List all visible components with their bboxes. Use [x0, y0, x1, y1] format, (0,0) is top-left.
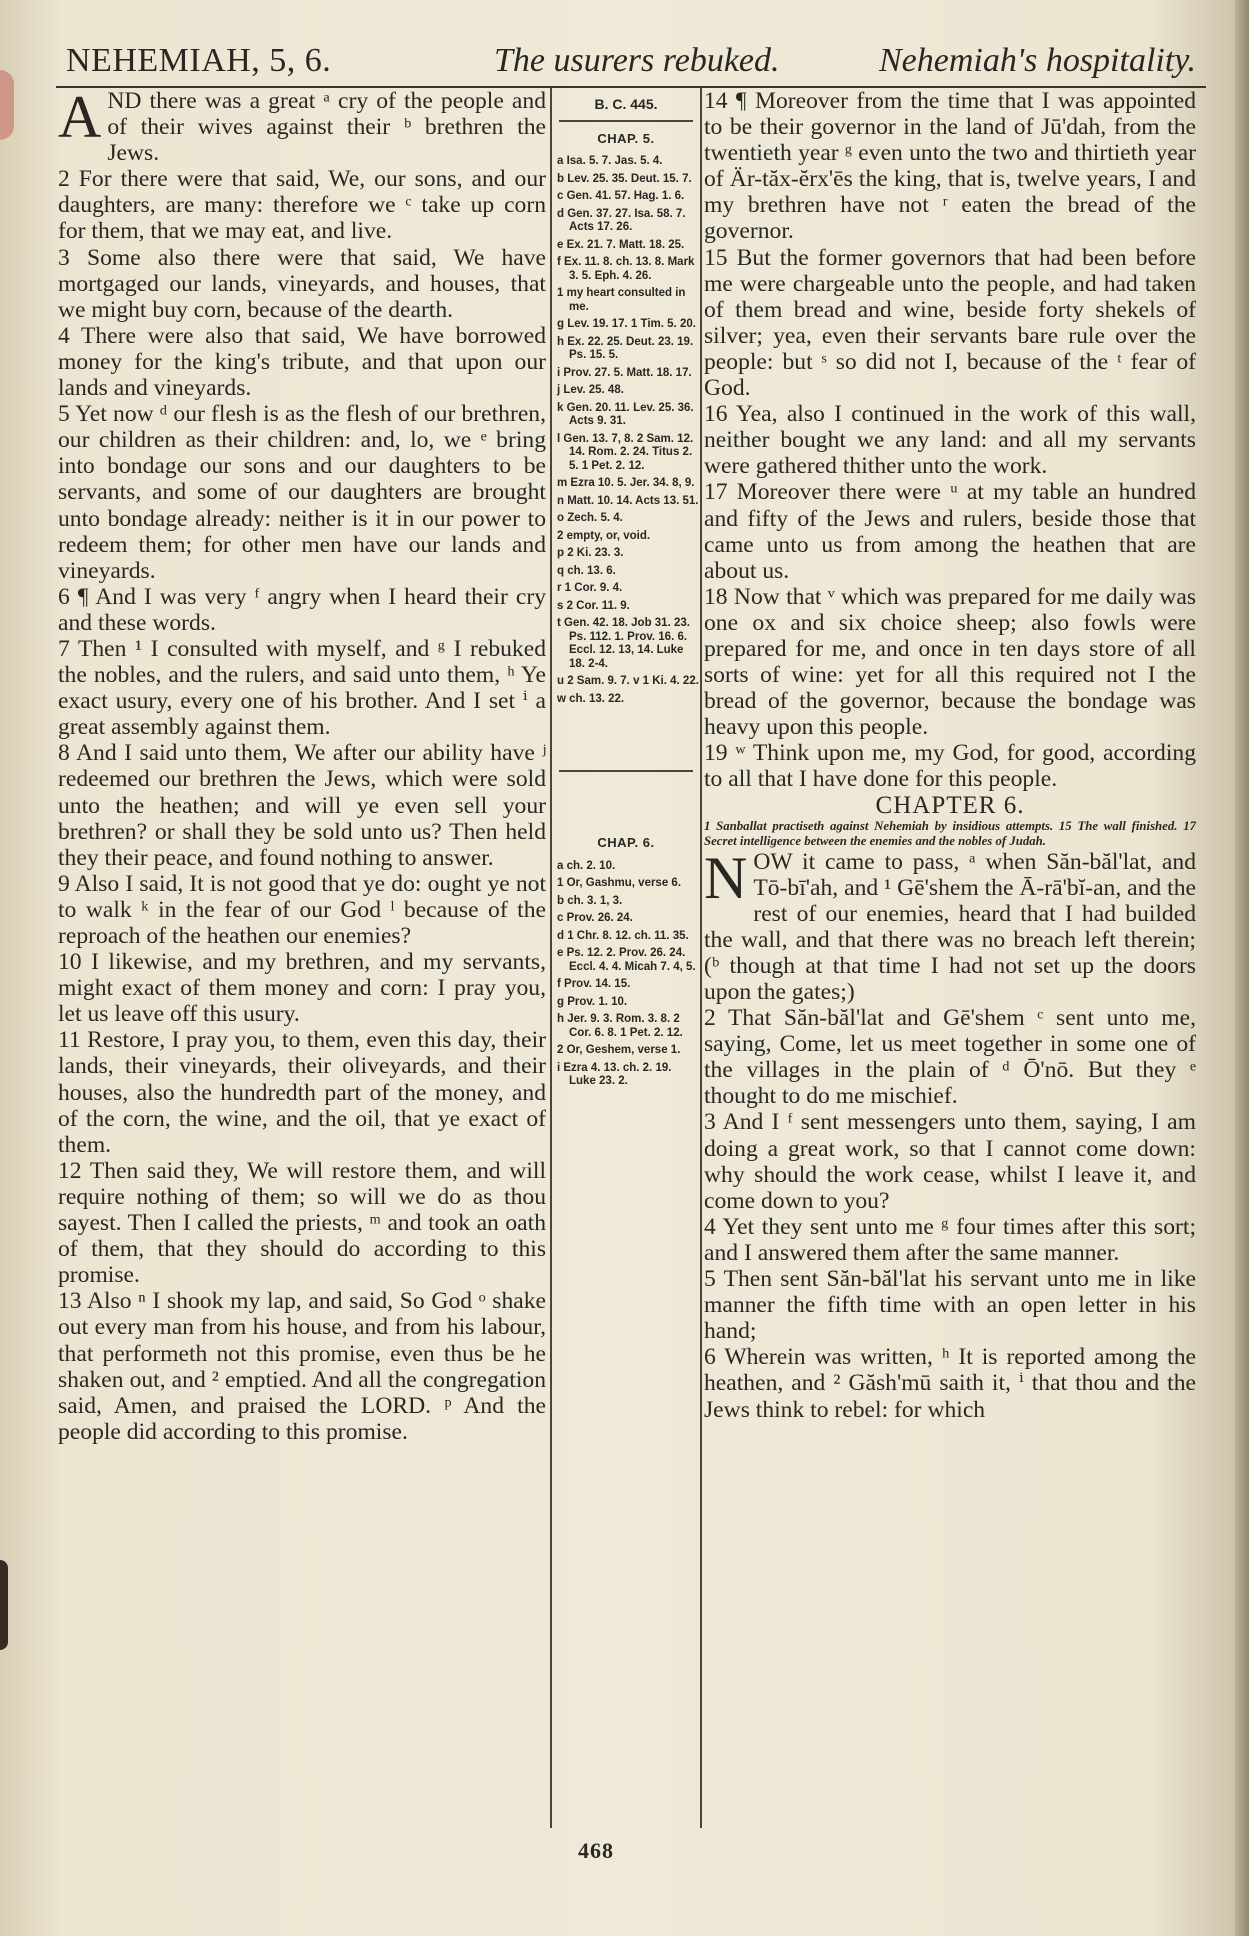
reference-item: b ch. 3. 1, 3.	[557, 894, 623, 907]
reference-item: q ch. 13. 6.	[557, 564, 616, 577]
cross-reference-column	[553, 88, 699, 1848]
left-text-column	[58, 88, 546, 1848]
chapter-6-ref-label: CHAP. 6.	[597, 835, 655, 850]
verse-1: AND there was a great ᵃ cry of the people and of their wives against their ᵇ brethren the Jews.	[58, 88, 546, 167]
ch6-verse-3: 3 And I ᶠ sent messengers unto them, saying, I am doing a great work, so that I cannot come down: why should the work cease, whilst I leave it, and come down to you?	[704, 1109, 1196, 1214]
running-header	[66, 38, 1196, 84]
reference-item: g Prov. 1. 10.	[557, 995, 628, 1008]
chapter-5-references	[553, 155, 699, 706]
reference-rule	[559, 770, 693, 772]
chapter-summary: 1 Sanballat practiseth against Nehemiah by insidious attempts. 15 The wall finished. 17 Secret intelligence between the enemies and the nobles of Judah.	[704, 818, 1196, 848]
verse-14: 14 ¶ Moreover from the time that I was appointed to be their governor in the land of Jū'dah, from the twentieth year ᵍ even unto the two and thirtieth year of Är-tăx-ĕrx'ēs the king, that is, twelve years, I and my brethren have not ʳ eaten the bread of the governor.	[704, 88, 1196, 245]
book-chapter-label: NEHEMIAH, 5, 6.	[66, 42, 332, 79]
reference-item: l Gen. 13. 7, 8. 2 Sam. 12. 14. Rom. 2. 24. Titus 2. 5. 1 Pet. 2. 12.	[557, 432, 694, 472]
verse-9: 9 Also I said, It is not good that ye do: ought ye not to walk ᵏ in the fear of our God ˡ because of the reproach of the heathen our enemies?	[58, 870, 546, 949]
header-topic-1: The usurers rebuked.	[494, 42, 780, 79]
reference-item: e Ps. 12. 2. Prov. 26. 24. Eccl. 4. 4. Micah 7. 4, 5.	[557, 947, 696, 973]
reference-item: n Matt. 10. 14. Acts 13. 51.	[557, 494, 699, 507]
reference-item: a ch. 2. 10.	[557, 859, 616, 872]
reference-item: a Isa. 5. 7. Jas. 5. 4.	[557, 155, 663, 167]
reference-item: t Gen. 42. 18. Job 31. 23. Ps. 112. 1. Prov. 16. 6. Eccl. 12. 13, 14. Luke 18. 2-4.	[557, 617, 690, 670]
reference-item: 1 Or, Gashmu, verse 6.	[557, 877, 682, 889]
reference-item: g Lev. 19. 17. 1 Tim. 5. 20.	[557, 318, 696, 330]
ch6-verse-6: 6 Wherein was written, ʰ It is reported among the heathen, and ² Găsh'mū saith it, ⁱ that thou and the Jews think to rebel: for which	[704, 1344, 1196, 1423]
verse-2: 2 For there were that said, We, our sons, and our daughters, are many: therefore we ᶜ take up corn for them, that we may eat, and live.	[58, 166, 546, 245]
reference-item: d Gen. 37. 27. Isa. 58. 7. Acts 17. 26.	[557, 207, 686, 233]
verse-13: 13 Also ⁿ I shook my lap, and said, So God ᵒ shake out every man from his house, and from his labour, that performeth not this promise, even thus be he shaken out, and ² emptied. And all the congregation said, Amen, and praised the LORD. ᵖ And the people did according to this promise.	[58, 1288, 546, 1445]
reference-item: d 1 Chr. 8. 12. ch. 11. 35.	[557, 929, 689, 942]
reference-rule	[559, 120, 693, 122]
page-number: 468	[578, 1838, 614, 1863]
reference-item: 1 my heart consulted in me.	[557, 287, 686, 313]
verse-12: 12 Then said they, We will restore them, and will require nothing of them; so will we do as thou sayest. Then I called the priests, ᵐ and took an oath of them, that they should do according to this promise.	[58, 1157, 546, 1289]
verse-17: 17 Moreover there were ᵘ at my table an hundred and fifty of the Jews and rulers, beside those that came unto us from among the heathen that are about us.	[704, 479, 1196, 584]
reference-item: i Prov. 27. 5. Matt. 18. 17.	[557, 366, 692, 379]
reference-item: r 1 Cor. 9. 4.	[557, 582, 623, 594]
page-edge	[1235, 0, 1249, 1936]
verse-10: 10 I likewise, and my brethren, and my servants, might exact of them money and corn: I pray you, let us leave off this usury.	[58, 949, 546, 1028]
reference-item: s 2 Cor. 11. 9.	[557, 599, 630, 612]
reference-item: f Ex. 11. 8. ch. 13. 8. Mark 3. 5. Eph. 4. 26.	[557, 256, 695, 282]
reference-item: o Zech. 5. 4.	[557, 512, 623, 524]
reference-item: f Prov. 14. 15.	[557, 978, 631, 990]
reference-item: 2 empty, or, void.	[557, 529, 651, 542]
right-text-column	[704, 88, 1196, 1848]
verse-18: 18 Now that ᵛ which was prepared for me daily was one ox and six choice sheep; also fowls were prepared for me, and once in ten days store of all sorts of wine: yet for all this required not I the bread of the governor, because the bondage was heavy upon this people.	[704, 583, 1196, 741]
reference-item: p 2 Ki. 23. 3.	[557, 547, 624, 559]
verse-8: 8 And I said unto them, We after our ability have ʲ redeemed our brethren the Jews, which were sold unto the heathen; and will ye even sell your brethren? or shall they be sold unto us? Then held they their peace, and found nothing to answer.	[58, 740, 546, 871]
reference-item: w ch. 13. 22.	[557, 692, 625, 705]
reference-item: k Gen. 20. 11. Lev. 25. 36. Acts 9. 31.	[557, 401, 694, 427]
reference-item: h Ex. 22. 25. Deut. 23. 19. Ps. 15. 5.	[557, 335, 694, 361]
reference-item: c Prov. 26. 24.	[557, 912, 633, 924]
reference-item: h Jer. 9. 3. Rom. 3. 8. 2 Cor. 6. 8. 1 Pet. 2. 12.	[557, 1013, 683, 1039]
reference-item: 2 Or, Geshem, verse 1.	[557, 1044, 681, 1056]
verse-16: 16 Yea, also I continued in the work of this wall, neither bought we any land: and all my servants were gathered thither unto the work.	[704, 401, 1196, 480]
chapter-5-ref-label: CHAP. 5.	[597, 130, 655, 146]
verse-15: 15 But the former governors that had been before me were chargeable unto the people, and had taken of them bread and wine, beside forty shekels of silver; yea, even their servants bare rule over the people: but ˢ so did not I, because of the ᵗ fear of God.	[704, 244, 1196, 402]
reference-item: m Ezra 10. 5. Jer. 34. 8, 9.	[557, 477, 695, 489]
page-edge-mark	[0, 1560, 8, 1650]
ch6-verse-5: 5 Then sent Săn-băl'lat his servant unto me in like manner the fifth time with an open letter in his hand;	[704, 1266, 1196, 1345]
verse-3: 3 Some also there were that said, We have mortgaged our lands, vineyards, and houses, that we might buy corn, because of the dearth.	[58, 244, 546, 323]
column-divider-right	[700, 88, 702, 1828]
reference-item: b Lev. 25. 35. Deut. 15. 7.	[557, 172, 692, 185]
reference-item: j Lev. 25. 48.	[557, 384, 624, 396]
reference-item: u 2 Sam. 9. 7. v 1 Ki. 4. 22.	[557, 675, 699, 687]
date-label: B. C. 445.	[594, 96, 658, 112]
ch6-verse-2: 2 That Săn-băl'lat and Gē'shem ᶜ sent unto me, saying, Come, let us meet together in some one of the villages in the plain of ᵈ Ō'nō. But they ᵉ thought to do me mischief.	[704, 1005, 1196, 1110]
reference-item: e Ex. 21. 7. Matt. 18. 25.	[557, 238, 685, 251]
verse-4: 4 There were also that said, We have borrowed money for the king's tribute, and that upon our lands and vineyards.	[58, 322, 546, 402]
drop-cap: A	[58, 88, 102, 150]
ch6-verse-4: 4 Yet they sent unto me ᵍ four times after this sort; and I answered them after the same manner.	[704, 1213, 1196, 1266]
chapter-6-references	[553, 860, 699, 1089]
verse-19: 19 ʷ Think upon me, my God, for good, according to all that I have done for this people.	[704, 740, 1196, 793]
ch6-verse-1: NOW it came to pass, ᵃ when Săn-băl'lat, and Tō-bī'ah, and ¹ Gē'shem the Ā-rā'bĭ-an, and the rest of our enemies, heard that I had builded the wall, and that there was no breach left therein; (ᵇ though at that time I had not set up the doors upon the gates;)	[704, 844, 1196, 1005]
reference-item: i Ezra 4. 13. ch. 2. 19. Luke 23. 2.	[557, 1061, 672, 1087]
reference-item: c Gen. 41. 57. Hag. 1. 6.	[557, 190, 685, 202]
verse-7: 7 Then ¹ I consulted with myself, and ᵍ I rebuked the nobles, and the rulers, and said unto them, ʰ Ye exact usury, every one of his brother. And I set ⁱ a great assembly against them.	[58, 635, 546, 741]
column-divider-left	[550, 88, 552, 1828]
verse-6: 6 ¶ And I was very ᶠ angry when I heard their cry and these words.	[58, 583, 546, 636]
header-topic-2: Nehemiah's hospitality.	[878, 42, 1196, 79]
page-tab-mark	[0, 70, 14, 140]
verse-11: 11 Restore, I pray you, to them, even this day, their lands, their vineyards, their oliveyards, and their houses, also the hundredth part of the money, and of the corn, the wine, and the oil, that ye exact of them.	[58, 1027, 546, 1158]
drop-cap: N	[704, 844, 748, 911]
verse-5: 5 Yet now ᵈ our flesh is as the flesh of our brethren, our children as their children: and, lo, we ᵉ bring into bondage our sons and our daughters to be servants, and some of our daughters are brought unto bondage already: neither is it in our power to redeem them; for other men have our lands and vineyards.	[58, 401, 546, 584]
chapter-heading: CHAPTER 6.	[875, 791, 1025, 819]
